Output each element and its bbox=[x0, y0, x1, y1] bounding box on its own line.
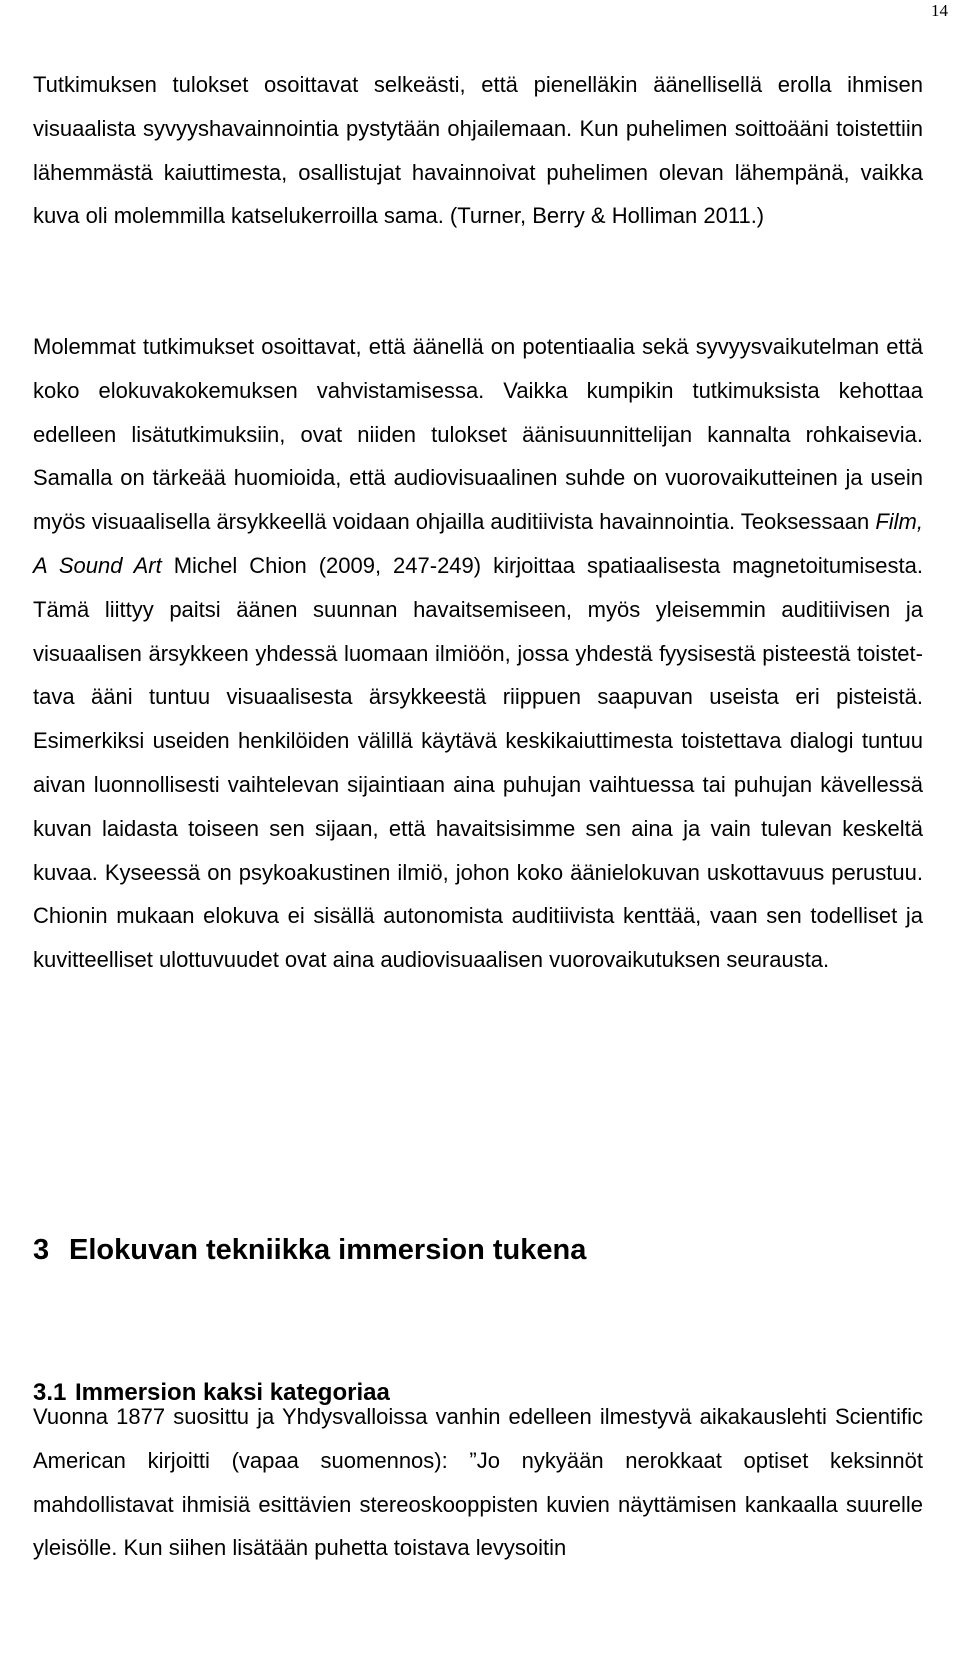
paragraph-1 bbox=[33, 63, 923, 238]
section-title: Elokuvan tekniikka immersion tukena bbox=[69, 1234, 587, 1266]
paragraph-2-text-start: Molemmat tutkimukset osoittavat, että äänellä on potentiaalia sekä syvyysvaikutelman että koko elokuvakokemuksen vahvistamisessa. Vaikka kumpikin tutkimuksista kehottaa edelleen lisätutkimuksiin, ovat niiden tulokset äänisuunnittelijan kannalta rohkaisevia. Samalla on tärkeää huomioida, että audiovisuaalinen suhde on vuorovaikutteinen ja usein myös visuaalisella ärsykkeellä voidaan ohjailla auditiivista havainnointia. Teoksessaan bbox=[33, 334, 923, 535]
section-heading bbox=[33, 1230, 586, 1270]
paragraph-3 bbox=[33, 1395, 923, 1570]
paragraph-2 bbox=[33, 325, 923, 982]
subsection-number: 3.1 bbox=[33, 1379, 67, 1406]
subsection-title: Immersion kaksi kategoriaa bbox=[75, 1379, 390, 1406]
paragraph-2-text-end: Michel Chion (2009, 247-249) kirjoittaa spatiaalisesta magnetoitumisesta. Tämä liittyy paitsi äänen suunnan havaitsemiseen, myös yleisemmin auditiivisen ja visuaalisen ärsykkeen yhdessä luomaan ilmiöön, jossa yhdestä fyysisestä pisteestä toistettava ääni tuntuu visuaalisesta ärsykkeestä riippuen saapuvan useista eri pisteistä. Esimerkiksi useiden henkilöiden välillä käytävä keskikaiuttimesta toistettava dialogi tuntuu aivan luonnollisesti vaihtelevan sijaintiaan aina puhujan vaihtuessa tai puhujan kävellessä kuvan laidasta toiseen sen sijaan, että havaitsisimme sen aina ja vain tulevan keskeltä kuvaa. Kyseessä on psykoakustinen ilmiö, johon koko äänielokuvan uskottavuus perustuu. Chionin mukaan elokuva ei sisällä autonomista auditiivista kenttää, vaan sen todelliset ja kuvitteelliset ulottuvuudet ovat aina audiovisuaalisen vuorovaikutuksen seurausta. bbox=[33, 552, 923, 973]
section-number: 3 bbox=[33, 1234, 50, 1266]
book-title: Film, A Sound Art bbox=[33, 509, 923, 578]
paragraph-1-text: Tutkimuksen tulokset osoittavat selkeästi, että pienelläkin äänellisellä erolla ihmisen visuaalista syvyyshavainnointia pystytään ohjailemaan. Kun puhelimen soittoääni toistettiin lähemmästä kaiuttimesta, osallistujat havainnoivat puhelimen olevan lähempänä, vaikka kuva oli molemmilla katselukerroilla sama. (Turner, Berry & Holliman 2011.) bbox=[33, 72, 923, 229]
paragraph-3-text: Vuonna 1877 suosittu ja Yhdysvalloissa vanhin edelleen ilmestyvä aikakauslehti Scientific American kirjoitti (vapaa suomennos): ”Jo nykyään nerokkaat optiset keksinnöt mahdollistavat ihmisiä esittävien stereoskooppisten kuvien näyttämisen kankaalla suurelle yleisölle. Kun siihen lisätään puhetta toistava levysoitin bbox=[33, 1404, 923, 1561]
page-number: 14 bbox=[931, 1, 948, 20]
